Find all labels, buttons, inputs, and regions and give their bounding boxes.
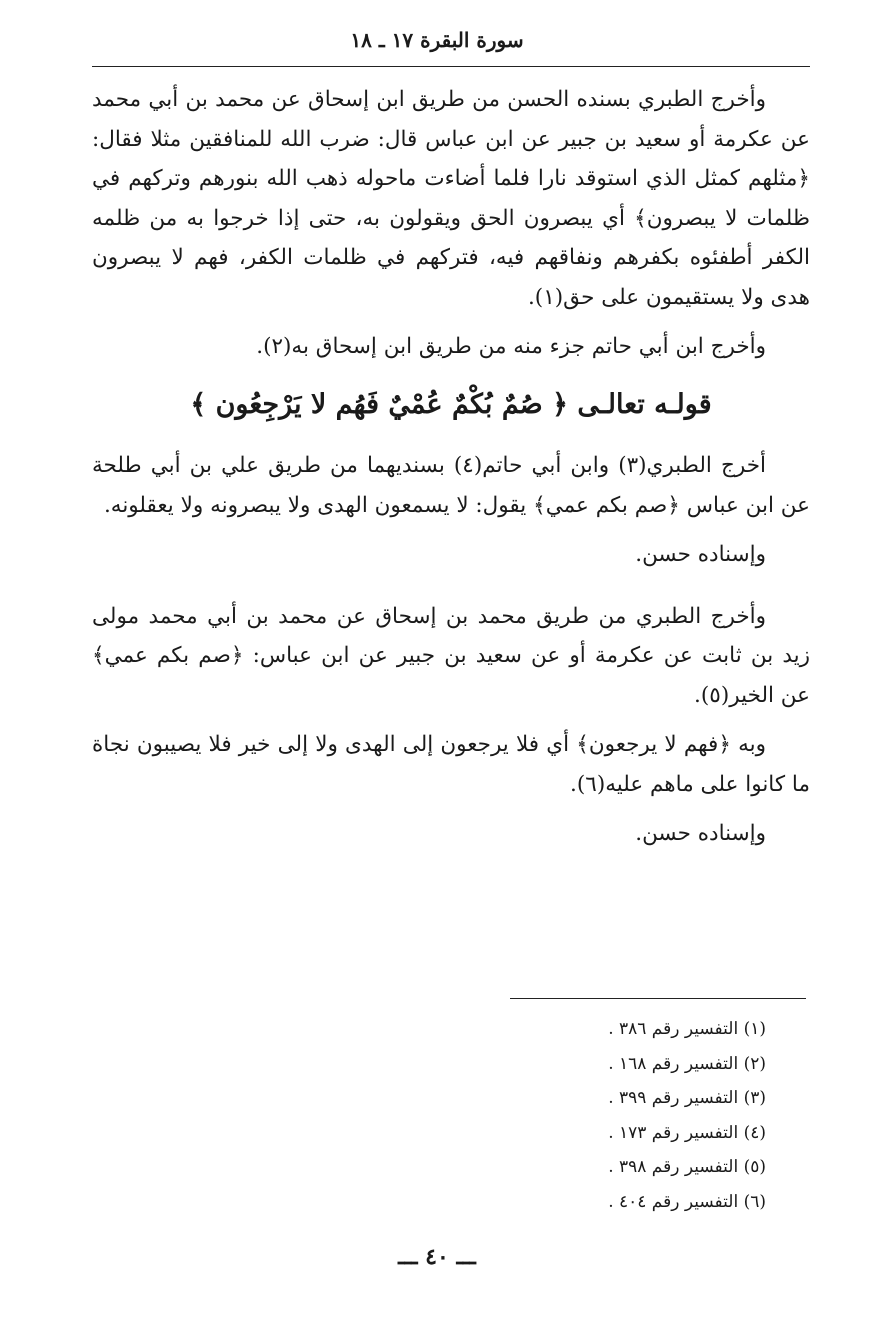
footnote-2: (٢) التفسير رقم ١٦٨ .	[608, 1053, 766, 1074]
running-head: سورة البقرة ١٧ ـ ١٨	[350, 28, 524, 52]
paragraph-2: وأخرج ابن أبي حاتم جزء منه من طريق ابن إسحاق به(٢).	[256, 334, 766, 359]
footnotes	[560, 1012, 766, 1219]
page-number: ـــ ٤٠ ـــ	[398, 1244, 476, 1270]
paragraph-1: وأخرج الطبري بسنده الحسن من طريق ابن إسحاق عن محمد بن أبي محمد عن عكرمة أو سعيد بن جبير عن ابن عباس قال: ضرب الله للمنافقين مثلا فقال: ﴿مثلهم كمثل الذي استوقد نارا فلما أضاءت ماحوله ذهب الله بنورهم وتركهم في ظلمات لا يبصرون﴾ أي يبصرون الحق ويقولون به، حتى إذا خرجوا به من ظلمه الكفر أطفئوه بكفرهم ونفاقهم فيه، فتركهم في ظلمات الكفر، فهم لا يبصرون هدى ولا يستقيمون على حق(١).	[92, 87, 810, 310]
main-text	[92, 80, 810, 864]
verse-heading: قولـه تعالـى ﴿ صُمٌ بُكْمٌ عُمْيٌ فَهُم لا يَرْجِعُون ﴾	[190, 388, 712, 420]
paragraph-7: وإسناده حسن.	[635, 821, 766, 846]
footnote-1: (١) التفسير رقم ٣٨٦ .	[608, 1019, 766, 1039]
footnote-rule	[510, 998, 806, 999]
footnote-5: (٥) التفسير رقم ٣٩٨ .	[608, 1157, 766, 1177]
paragraph-6: وبه ﴿فهم لا يرجعون﴾ أي فلا يرجعون إلى الهدى ولا إلى خير فلا يصيبون نجاة ما كانوا على ماهم عليه(٦).	[92, 732, 810, 797]
footnote-4: (٤) التفسير رقم ١٧٣ .	[608, 1122, 766, 1143]
paragraph-4: وإسناده حسن.	[635, 542, 766, 567]
footnote-6: (٦) التفسير رقم ٤٠٤ .	[608, 1191, 766, 1212]
paragraph-5: وأخرج الطبري من طريق محمد بن إسحاق عن محمد بن أبي محمد مولى زيد بن ثابت عن عكرمة أو عن سعيد بن جبير عن ابن عباس: ﴿صم بكم عمي﴾ عن الخير(٥).	[92, 603, 810, 708]
header-rule	[92, 66, 810, 67]
paragraph-3: أخرج الطبري(٣) وابن أبي حاتم(٤) بسنديهما من طريق علي بن أبي طلحة عن ابن عباس ﴿صم بكم عمي﴾ يقول: لا يسمعون الهدى ولا يبصرونه ولا يعقلونه.	[92, 453, 810, 518]
footnote-3: (٣) التفسير رقم ٣٩٩ .	[608, 1088, 766, 1108]
